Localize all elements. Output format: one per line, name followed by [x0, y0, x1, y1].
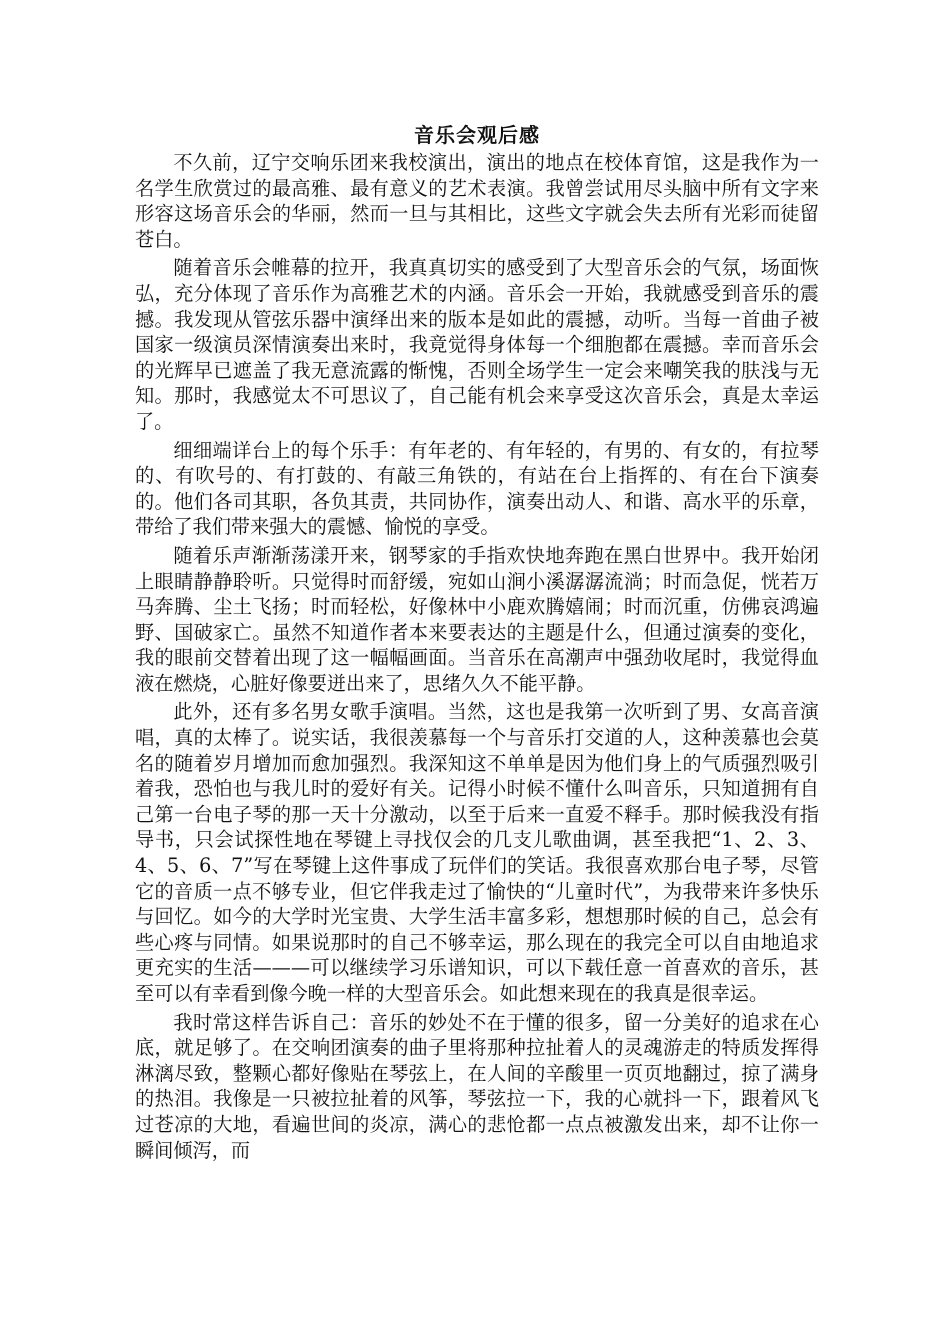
paragraph-2: 随着音乐会帷幕的拉开，我真真切实的感受到了大型音乐会的气氛，场面恢弘，充分体现了音乐作为高雅艺术的内涵。音乐会一开始，我就感受到音乐的震撼。我发现从管弦乐器中演绎出来的版本是如此的震撼，动听。当每一首曲子被国家一级演员深情演奏出来时，我竟觉得身体每一个细胞都在震撼。幸而音乐会的光辉早已遮盖了我无意流露的惭愧，否则全场学生一定会来嘲笑我的肤浅与无知。那时，我感觉太不可思议了，自己能有机会来享受这次音乐会，真是太幸运了。	[135, 256, 819, 433]
document-page	[135, 120, 819, 1163]
paragraph-3: 细细端详台上的每个乐手：有年老的、有年轻的，有男的、有女的，有拉琴的、有吹号的、有打鼓的、有敲三角铁的，有站在台上指挥的、有在台下演奏的。他们各司其职，各负其责，共同协作，演奏出动人、和谐、高水平的乐章，带给了我们带来强大的震憾、愉悦的享受。	[135, 438, 819, 539]
paragraph-6: 我时常这样告诉自己：音乐的妙处不在于懂的很多，留一分美好的追求在心底，就足够了。在交响团演奏的曲子里将那种拉扯着人的灵魂游走的特质发挥得淋漓尽致，整颗心都好像贴在琴弦上，在人间的辛酸里一页页地翻过，掠了满身的热泪。我像是一只被拉扯着的风筝，琴弦拉一下，我的心就抖一下，跟着风飞过苍凉的大地，看遍世间的炎凉，满心的悲怆都一点点被激发出来，却不让你一瞬间倾泻，而	[135, 1010, 819, 1162]
document-title: 音乐会观后感	[414, 123, 540, 147]
paragraph-4: 随着乐声渐渐荡漾开来，钢琴家的手指欢快地奔跑在黑白世界中。我开始闭上眼睛静静聆听。只觉得时而舒缓，宛如山涧小溪潺潺流淌；时而急促，恍若万马奔腾、尘土飞扬；时而轻松，好像林中小鹿欢腾嬉闹；时而沉重，仿佛哀鸿遍野、国破家亡。虽然不知道作者本来要表达的主题是什么，但通过演奏的变化，我的眼前交替着出现了这一幅幅画面。当音乐在高潮声中强劲收尾时，我觉得血液在燃烧，心脏好像要迸出来了，思绪久久不能平静。	[135, 543, 819, 695]
paragraph-1: 不久前，辽宁交响乐团来我校演出，演出的地点在校体育馆，这是我作为一名学生欣赏过的最高雅、最有意义的艺术表演。我曾尝试用尽头脑中所有文字来形容这场音乐会的华丽，然而一旦与其相比，这些文字就会失去所有光彩而徒留苍白。	[135, 151, 819, 251]
paragraph-5: 此外，还有多名男女歌手演唱。当然，这也是我第一次听到了男、女高音演唱，真的太棒了。说实话，我很羡慕每一个与音乐打交道的人，这种羡慕也会莫名的随着岁月增加而愈加强烈。我深知这不单单是因为他们身上的气质强烈吸引着我，恐怕也与我儿时的爱好有关。记得小时候不懂什么叫音乐，只知道拥有自己第一台电子琴的那一天十分激动，以至于后来一直爱不释手。那时候我没有指导书，只会试探性地在琴键上寻找仅会的几支儿歌曲调，甚至我把“1、2、3、4、5、6、7”写在琴键上这件事成了玩伴们的笑话。我很喜欢那台电子琴，尽管它的音质一点不够专业，但它伴我走过了愉快的“儿童时代”，为我带来许多快乐与回忆。如今的大学时光宝贵、大学生活丰富多彩，想想那时候的自己，总会有些心疼与同情。如果说那时的自己不够幸运，那么现在的我完全可以自由地追求更充实的生活———可以继续学习乐谱知识，可以下载任意一首喜欢的音乐，甚至可以有幸看到像今晚一样的大型音乐会。如此想来现在的我真是很幸运。	[135, 700, 819, 1005]
